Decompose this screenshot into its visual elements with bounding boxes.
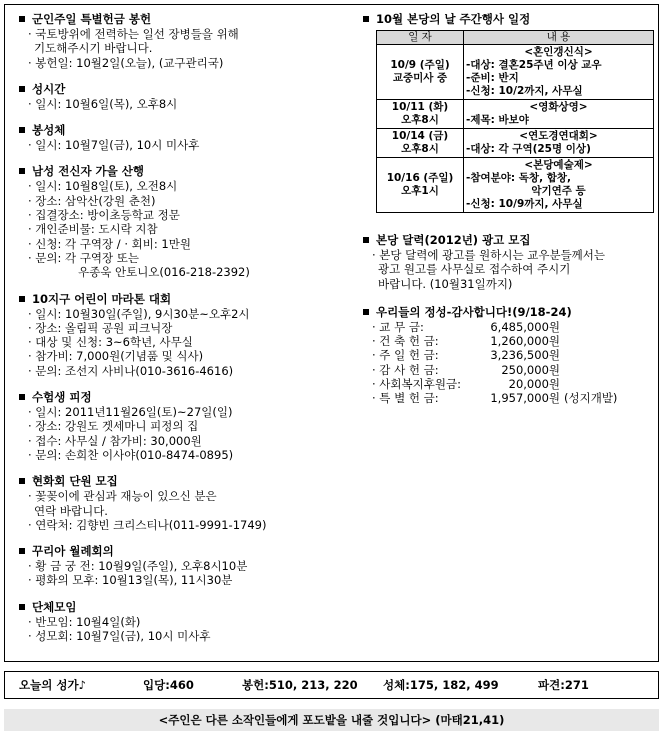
hymn-communion: 성체:175, 182, 499 [383,678,499,692]
section-title [18,164,336,179]
square-bullet-icon [363,309,369,315]
square-bullet-icon [363,16,369,22]
section-title-text: 군인주일 특별헌금 봉헌 [32,12,152,26]
footer-quote: <주인은 다른 소작인들에게 포도밭을 내줄 것입니다> (마태21,41) [4,709,659,731]
section-title [18,544,336,559]
offerings-title: 우리들의 정성-감사합니다!(9/18-24) [376,304,572,319]
section-title [18,600,336,615]
notice-line: · 반모임: 10월4일(화) [28,614,141,629]
notice-line: · 접수: 사무실 / 참가비: 30,000원 [28,433,202,448]
hymn-entrance: 입당:460 [143,678,194,692]
schedule-content-cell [464,45,654,100]
calendar-ad-line: · 본당 달력에 광고를 원하시는 교우분들께서는 [372,248,606,262]
left-column [18,12,336,655]
offering-label: · 건 축 헌 금: [372,334,439,349]
offering-row [362,377,652,391]
schedule-date-line: 10/16 (주일) [386,172,454,184]
schedule-date-cell [377,158,464,213]
offering-row [362,391,652,405]
schedule-content-line: -대상: 각 구역(25명 이상) [466,143,591,155]
section-title [18,292,336,307]
section-title-text: 남성 전신자 가을 산행 [32,164,144,179]
schedule-date-line: 10/11 (화) [391,101,449,113]
schedule-content-line: 악기연주 등 [531,185,586,197]
schedule-content-line: <영화상영> [529,101,588,113]
section-title [18,12,336,27]
notice-line: · 장소: 올림픽 공원 피크닉장 [28,320,173,335]
section-title [18,82,336,97]
schedule-content-line: <연도경연대회> [519,130,598,142]
square-bullet-icon [363,237,369,243]
schedule-content-line: -참여분야: 독창, 합창, [466,172,571,184]
notice-line: · 황 금 궁 전: 10월9일(주일), 오후8시10분 [28,559,248,574]
notice-section [18,123,336,152]
schedule-content-line: -제목: 바보야 [466,114,529,126]
offering-label: · 감 사 헌 금: [372,362,439,377]
section-title [18,123,336,138]
schedule-date-line: 10/9 (주일) [390,59,450,71]
notice-line: 연락 바랍니다. [34,503,108,518]
schedule-date-line: 교중미사 중 [392,72,448,84]
notice-line: · 문의: 손희찬 이사야(010-8474-0895) [28,447,234,462]
offering-amount: 1,957,000원 [490,391,560,406]
notice-section [18,82,336,111]
schedule-content-line: -신청: 10/2까지, 사무실 [466,85,583,97]
offering-label: · 특 별 헌 금: [372,391,439,406]
notice-section [18,292,336,378]
section-title-text: 10지구 어린이 마라톤 대회 [32,291,172,306]
notice-line: · 연락처: 김향빈 크리스티나(011-9991-1749) [28,517,267,532]
notice-line: · 문의: 조선지 사비나(010-3616-4616) [28,363,234,378]
calendar-ad-line: 광고 원고를 사무실로 접수하여 주시기 [378,262,571,277]
notice-line: · 일시: 10월6일(목), 오후8시 [28,96,178,111]
notice-line: · 장소: 강원도 겟세마니 피정의 집 [28,419,199,434]
notice-line: · 참가비: 7,000원(기념품 및 식사) [28,349,204,364]
section-title-text: 꾸리아 월례회의 [32,544,114,559]
hymn-offertory: 봉헌:510, 213, 220 [242,678,358,692]
hymn-label: 오늘의 성가♪ [19,678,86,692]
schedule-header-content: 내 용 [464,31,654,45]
square-bullet-icon [19,394,25,400]
notice-line: 기도해주시기 바랍니다. [34,41,153,56]
notice-section [18,544,336,588]
square-bullet-icon [19,296,25,302]
notice-line: · 대상 및 신청: 3~6학년, 사무실 [28,335,193,350]
notice-line: · 개인준비물: 도시락 지참 [28,222,158,237]
square-bullet-icon [19,127,25,133]
notice-section [18,390,336,462]
schedule-section [362,12,652,213]
notice-section [18,164,336,279]
section-title-text: 현화회 단원 모집 [32,474,118,489]
offering-label: · 주 일 헌 금: [372,348,439,363]
section-title-text: 수험생 피정 [32,390,92,405]
square-bullet-icon [19,86,25,92]
offerings-section [362,305,652,406]
notice-line: · 일시: 10월8일(토), 오전8시 [28,179,178,194]
square-bullet-icon [19,478,25,484]
schedule-row [377,129,654,158]
offering-label: · 교 무 금: [372,319,424,334]
notice-line: · 꽃꽂이에 관심과 재능이 있으신 분은 [28,489,217,504]
notice-line: · 장소: 삼악산(강원 춘천) [28,193,156,208]
schedule-row [377,45,654,100]
offering-label: · 사회복지후원금: [372,377,461,392]
section-title [362,305,652,320]
offering-row [362,334,652,348]
schedule-row [377,158,654,213]
notice-line: · 집결장소: 방이초등학교 정문 [28,208,180,223]
section-title [362,12,652,27]
offering-amount: 3,236,500원 [490,348,560,363]
offering-amount: 250,000원 [501,362,560,377]
schedule-date-line: 오후1시 [401,185,439,197]
schedule-content-cell [464,158,654,213]
schedule-row [377,100,654,129]
notice-section [18,600,336,644]
schedule-date-line: 10/14 (금) [391,130,449,142]
notice-line: · 성모회: 10월7일(금), 10시 미사후 [28,629,211,644]
hymn-stats-bar [4,671,659,699]
square-bullet-icon [19,168,25,174]
schedule-content-line: -신청: 10/9까지, 사무실 [466,198,583,210]
square-bullet-icon [19,604,25,610]
notice-line: · 일시: 10월7일(금), 10시 미사후 [28,138,200,153]
schedule-date-line: 오후8시 [401,114,439,126]
schedule-date-line: 오후8시 [401,143,439,155]
section-title [362,233,652,248]
section-title [18,474,336,489]
schedule-table [376,30,654,213]
calendar-ad-line: 바랍니다. (10월31일까지) [378,276,513,291]
schedule-content-cell [464,100,654,129]
schedule-date-cell [377,100,464,129]
notice-line: 우종욱 안토니오(016-218-2392) [78,265,250,280]
hymn-dismissal: 파견:271 [538,678,589,692]
schedule-date-cell [377,129,464,158]
notice-section [18,474,336,532]
offering-amount: 20,000원 [508,377,560,392]
schedule-content-line: <본당예술제> [524,159,593,171]
notice-line: · 국토방위에 전력하는 일선 장병들을 위해 [28,27,239,41]
schedule-date-cell [377,45,464,100]
schedule-title: 10월 본당의 날 주간행사 일정 [376,12,531,26]
notice-line: · 일시: 10월30일(주일), 9시30분~오후2시 [28,306,250,321]
notice-line: · 일시: 2011년11월26일(토)~27일(일) [28,405,233,420]
right-column [362,12,652,418]
square-bullet-icon [19,16,25,22]
notice-line: · 평화의 모후: 10월13일(목), 11시30분 [28,573,233,588]
section-title [18,390,336,405]
section-title-text: 봉성체 [32,123,66,138]
offering-row [362,363,652,377]
section-title-text: 성시간 [32,81,66,96]
schedule-content-cell [464,129,654,158]
schedule-content-line: -준비: 반지 [466,72,519,84]
schedule-content-line: -대상: 결혼25주년 이상 교우 [466,59,602,71]
offering-note: (성지개발) [564,391,618,406]
schedule-content-line: <혼인갱신식> [524,46,593,58]
notice-line: · 신청: 각 구역장 / · 회비: 1만원 [28,236,191,251]
offering-amount: 1,260,000원 [490,334,560,349]
offering-row [362,320,652,334]
square-bullet-icon [19,548,25,554]
notice-line: · 문의: 각 구역장 또는 [28,250,140,265]
calendar-ad-title: 본당 달력(2012년) 광고 모집 [376,233,531,247]
section-title-text: 단체모임 [32,599,77,614]
schedule-header-date: 일 자 [377,31,464,45]
offering-amount: 6,485,000원 [490,319,560,334]
notice-section [18,12,336,70]
offering-row [362,348,652,362]
calendar-ad-section [362,233,652,291]
notice-line: · 봉헌일: 10월2일(오늘), (교구관리국) [28,55,224,70]
